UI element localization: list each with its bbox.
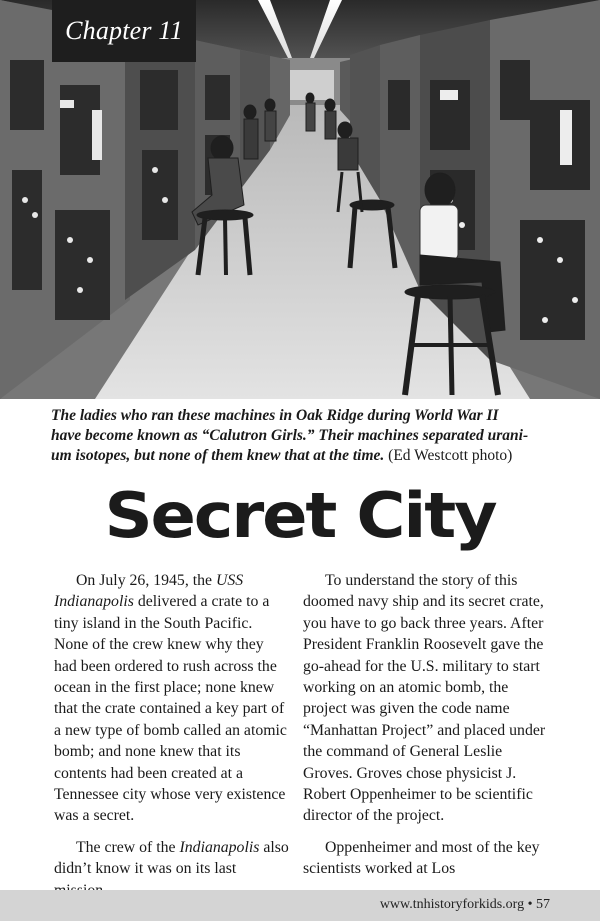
footer-website-page-number: www.tnhistoryforkids.org • 57 [379, 897, 550, 912]
ship-name: USS Indianapolis [54, 572, 244, 611]
right-paragraph-2: Oppenheimer and most of the key scientists worked at Los [303, 838, 540, 878]
caption-line-2: have become known as “Calutron Girls.” Their machines separated urani- [51, 427, 529, 444]
caption-line-1: The ladies who ran these machines in Oak Ridge during World War II [51, 407, 499, 424]
caption-line-3: um isotopes, but none of them knew that at the time. [51, 447, 385, 464]
text-segment: delivered a crate to a tiny island in the South Pacific. None of the crew knew why they had been ordered to rush across the ocean in the first place; none knew that the crate contained a key part of a new type of bomb called an atomic bomb; and none knew that its contents had been created at a Tennessee city whose very existence was a secret. [54, 593, 287, 825]
page-footer [0, 890, 600, 921]
ship-name: Indianapolis [179, 838, 260, 856]
text-segment: also didn’t know it was on its last [54, 838, 289, 878]
left-column [54, 570, 290, 901]
photo-caption [51, 406, 571, 466]
chapter-label: Chapter 11 [52, 0, 196, 62]
right-paragraph-1: To understand the story of this doomed navy ship and its secret crate, you have to go back three years. After President Franklin Roosevelt gave the go-ahead for the U.S. military to start working on an atomic bomb, the project was given the code name “Manhattan Project” and placed under the command of General Leslie Groves. Groves chose physicist J. Robert Oppenheimer to be scientific director of the project. [303, 572, 546, 825]
page-title: Secret City [104, 479, 496, 552]
text-segment: The crew of the [76, 838, 176, 856]
right-column [303, 570, 553, 880]
left-paragraph-1 [54, 570, 290, 827]
photo-credit: (Ed Westcott photo) [388, 447, 513, 464]
calutron-photo [0, 0, 600, 399]
text-segment: On July 26, 1945, the [76, 572, 213, 589]
